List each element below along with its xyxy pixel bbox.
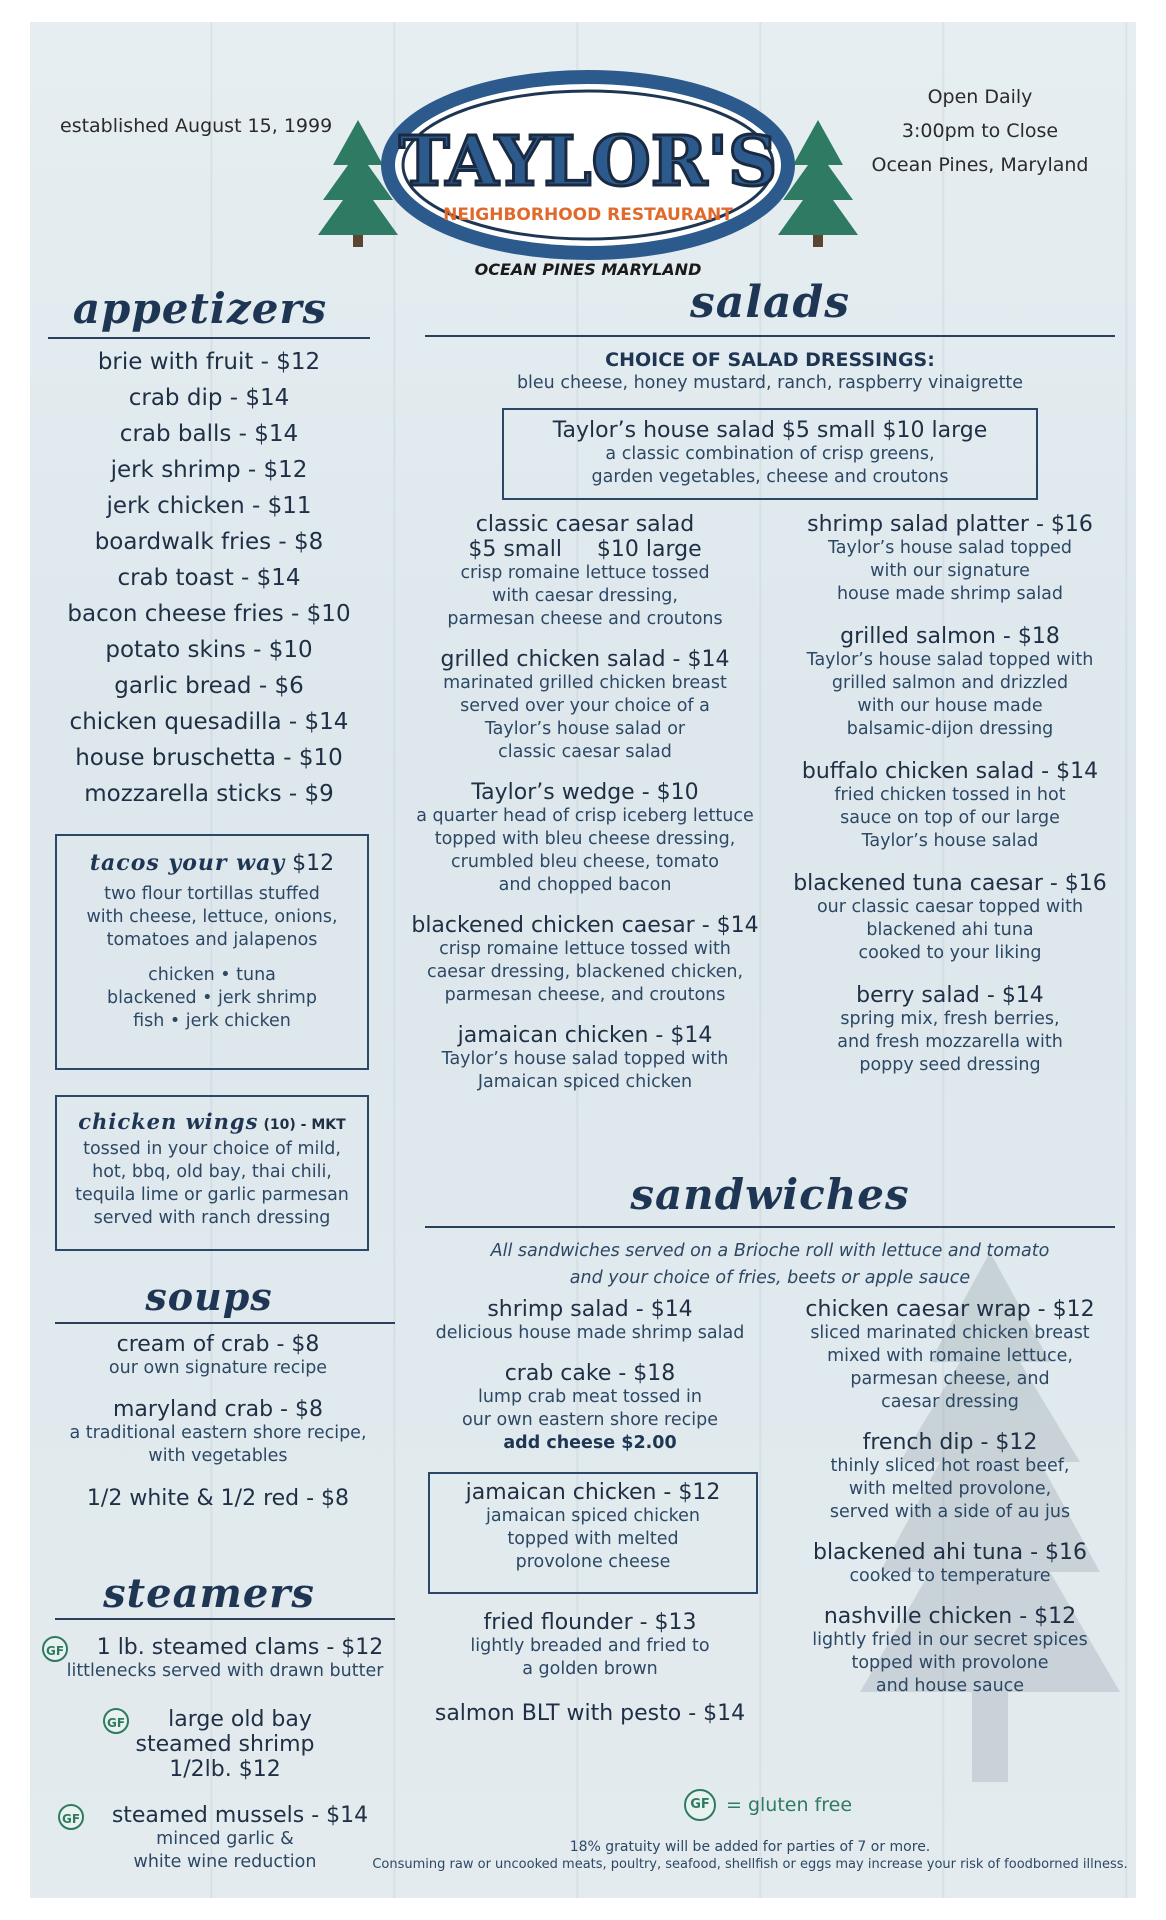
gluten-free-icon: GF — [58, 1804, 84, 1830]
desc-line: spring mix, fresh berries, — [840, 1009, 1060, 1029]
salad-title: shrimp salad platter - $16 — [807, 512, 1093, 537]
desc-line: tomatoes and jalapenos — [106, 930, 318, 950]
steamer-item — [55, 1635, 395, 1683]
steamers-heading: steamers — [103, 1570, 315, 1617]
gluten-free-icon: GF — [42, 1636, 68, 1662]
steamer-desc: littlenecks served with drawn butter — [66, 1661, 384, 1681]
desc-line: caesar dressing, blackened chicken, — [426, 962, 744, 982]
established-date: established August 15, 1999 — [60, 115, 333, 137]
desc-line: topped with bleu cheese dressing, — [434, 829, 736, 849]
desc-line: delicious house made shrimp salad — [435, 1323, 745, 1343]
desc-line: balsamic-dijon dressing — [846, 719, 1054, 739]
salads-heading: salads — [689, 277, 851, 328]
sandwiches-right-column — [780, 1297, 1120, 1698]
desc-line: topped with provolone — [851, 1653, 1049, 1673]
desc-line: lump crab meat tossed in — [477, 1387, 703, 1407]
dressings-title: CHOICE OF SALAD DRESSINGS: — [605, 349, 935, 371]
salad-title: Taylor’s wedge - $10 — [471, 780, 699, 805]
note-line: and your choice of fries, beets or apple sauce — [569, 1268, 971, 1288]
list-item: jerk shrimp - $12 — [110, 457, 308, 483]
desc-line: thinly sliced hot roast beef, — [830, 1456, 1070, 1476]
desc-line: house made shrimp salad — [836, 584, 1064, 604]
desc-line: mixed with romaine lettuce, — [827, 1346, 1073, 1366]
desc-line: two flour tortillas stuffed — [104, 884, 320, 904]
menu-page — [30, 22, 1136, 1898]
tacos-options — [57, 964, 367, 1033]
wings-title: chicken wings — [78, 1109, 259, 1134]
desc-line: our classic caesar topped with — [816, 897, 1084, 917]
wings-box — [55, 1095, 369, 1251]
salad-title: berry salad - $14 — [856, 983, 1044, 1008]
salads-right-column — [780, 512, 1120, 1077]
salad-item — [780, 512, 1120, 606]
salad-item — [780, 983, 1120, 1077]
desc-line: and house sauce — [875, 1676, 1025, 1696]
salad-item — [780, 624, 1120, 741]
logo-name: TAYLOR'S — [398, 122, 778, 202]
divider — [425, 335, 1115, 337]
sandwich-item — [420, 1361, 760, 1455]
sandwich-title: crab cake - $18 — [504, 1361, 676, 1386]
gratuity-note: 18% gratuity will be added for parties of 7 or more. — [569, 1839, 931, 1855]
soup-desc: a traditional eastern shore recipe, — [69, 1423, 367, 1443]
sandwiches-heading: sandwiches — [630, 1170, 910, 1219]
gluten-free-legend: = gluten free — [726, 1794, 853, 1816]
divider — [48, 337, 370, 339]
steamer-item — [55, 1803, 395, 1874]
sandwich-item — [780, 1604, 1120, 1698]
sandwich-title: jamaican chicken - $12 — [465, 1480, 721, 1505]
soup-desc: with vegetables — [148, 1446, 288, 1466]
hours-line: Open Daily — [927, 86, 1033, 108]
salad-title: classic caesar salad — [475, 512, 695, 537]
sandwiches-note — [425, 1238, 1115, 1292]
sandwich-title: blackened ahi tuna - $16 — [812, 1540, 1088, 1565]
desc-line: our own eastern shore recipe — [462, 1410, 718, 1430]
desc-line: provolone cheese — [515, 1552, 671, 1572]
list-item: brie with fruit - $12 — [97, 349, 321, 375]
sandwiches-left-column-lower — [420, 1610, 760, 1726]
list-item: garlic bread - $6 — [114, 673, 304, 699]
jamaican-chicken-box — [428, 1472, 758, 1594]
sandwiches-left-column — [420, 1297, 760, 1455]
sandwich-item — [780, 1297, 1120, 1414]
list-item: chicken quesadilla - $14 — [69, 709, 349, 735]
desc-line: and chopped bacon — [498, 875, 672, 895]
salad-item — [410, 780, 760, 897]
desc-line: with our house made — [857, 696, 1043, 716]
list-item: jerk chicken - $11 — [106, 493, 312, 519]
hours-block — [860, 80, 1100, 182]
salad-title: blackened tuna caesar - $16 — [793, 871, 1107, 896]
salad-title: buffalo chicken salad - $14 — [801, 759, 1099, 784]
salad-item — [410, 647, 760, 764]
salad-item — [780, 759, 1120, 853]
list-item: crab balls - $14 — [119, 421, 299, 447]
desc-line: served with ranch dressing — [93, 1208, 331, 1228]
wings-title-row — [57, 1109, 367, 1138]
divider — [55, 1322, 395, 1324]
steamer-title: large old bay — [168, 1707, 312, 1732]
option-line: fish • jerk chicken — [133, 1011, 291, 1031]
desc-line: with melted provolone, — [848, 1479, 1052, 1499]
list-item: potato skins - $10 — [105, 637, 313, 663]
tacos-box — [55, 834, 369, 1070]
salad-item — [780, 871, 1120, 965]
desc-line: Taylor’s house salad topped — [828, 538, 1072, 558]
note-line: All sandwiches served on a Brioche roll with lettuce and tomato — [490, 1241, 1050, 1261]
desc-line: with caesar dressing, — [492, 586, 678, 606]
sandwich-item — [780, 1430, 1120, 1524]
appetizers-list — [48, 344, 370, 812]
desc-line: fried chicken tossed in hot — [834, 785, 1066, 805]
salad-title: jamaican chicken - $14 — [457, 1023, 713, 1048]
desc-line: tossed in your choice of mild, — [83, 1139, 341, 1159]
desc-line: classic caesar salad — [498, 742, 672, 762]
salad-item — [410, 1023, 760, 1094]
desc-line: caesar dressing — [881, 1392, 1019, 1412]
desc-line: crisp romaine lettuce tossed with — [439, 939, 731, 959]
house-salad-box — [502, 408, 1038, 500]
sandwich-title: nashville chicken - $12 — [823, 1604, 1077, 1629]
desc-line: hot, bbq, old bay, thai chili, — [92, 1162, 332, 1182]
list-item: boardwalk fries - $8 — [94, 529, 324, 555]
desc-line: cooked to temperature — [849, 1566, 1051, 1586]
desc-line: sliced marinated chicken breast — [810, 1323, 1090, 1343]
soup-desc: our own signature recipe — [108, 1358, 328, 1378]
sandwich-title: chicken caesar wrap - $12 — [805, 1297, 1095, 1322]
sandwich-title: french dip - $12 — [862, 1430, 1038, 1455]
desc-line: served with a side of au jus — [829, 1502, 1071, 1522]
divider — [55, 1618, 395, 1620]
option-line: chicken • tuna — [148, 965, 276, 985]
health-warning: Consuming raw or uncooked meats, poultry, seafood, shellfish or eggs may increase your risk of foodborned illness. — [372, 1857, 1128, 1872]
desc-line: parmesan cheese, and — [850, 1369, 1050, 1389]
desc-line: served over your choice of a — [460, 696, 710, 716]
salad-title: grilled salmon - $18 — [840, 624, 1060, 649]
gluten-free-icon: GF — [684, 1789, 716, 1821]
soups-list — [48, 1332, 388, 1511]
desc-line: garden vegetables, cheese and croutons — [591, 467, 949, 487]
logo-location: OCEAN PINES MARYLAND — [474, 260, 702, 279]
tacos-title-row — [57, 850, 367, 877]
list-item: crab toast - $14 — [117, 565, 301, 591]
wings-extra: (10) - MKT — [263, 1117, 346, 1133]
steamer-desc: minced garlic & — [156, 1829, 294, 1849]
desc-line: cooked to your liking — [858, 943, 1042, 963]
desc-line: parmesan cheese and croutons — [447, 609, 723, 629]
desc-line: topped with melted — [507, 1529, 679, 1549]
desc-line: tequila lime or garlic parmesan — [75, 1185, 349, 1205]
desc-line: a classic combination of crisp greens, — [605, 444, 935, 464]
desc-line: Taylor’s house salad — [861, 831, 1039, 851]
tacos-description — [57, 883, 367, 952]
desc-line: lightly fried in our secret spices — [812, 1630, 1088, 1650]
salad-dressings — [425, 348, 1115, 395]
desc-line: parmesan cheese, and croutons — [444, 985, 726, 1005]
desc-line: a golden brown — [522, 1659, 658, 1679]
hours-line: 3:00pm to Close — [901, 120, 1059, 142]
divider — [425, 1226, 1115, 1228]
desc-line: marinated grilled chicken breast — [443, 673, 727, 693]
restaurant-logo — [313, 50, 863, 280]
steamer-title: 1 lb. steamed clams - $12 — [96, 1635, 384, 1660]
desc-line: crisp romaine lettuce tossed — [460, 563, 710, 583]
list-item: mozzarella sticks - $9 — [84, 781, 334, 807]
desc-line: crumbled bleu cheese, tomato — [451, 852, 719, 872]
soup-title: 1/2 white & 1/2 red - $8 — [86, 1486, 350, 1511]
desc-line: Jamaican spiced chicken — [477, 1072, 693, 1092]
add-cheese-note: add cheese $2.00 — [503, 1433, 677, 1453]
dressings-list: bleu cheese, honey mustard, ranch, raspberry vinaigrette — [516, 373, 1024, 393]
steamer-line: 1/2lb. $12 — [169, 1757, 281, 1782]
list-item: house bruschetta - $10 — [75, 745, 343, 771]
salad-item — [410, 512, 760, 631]
soup-title: maryland crab - $8 — [113, 1397, 323, 1422]
gluten-free-icon: GF — [103, 1708, 129, 1734]
footer-notes — [370, 1838, 1130, 1874]
sandwich-item — [420, 1610, 760, 1681]
desc-line: Taylor’s house salad or — [484, 719, 686, 739]
steamer-title: steamed mussels - $14 — [111, 1803, 369, 1828]
desc-line: blackened ahi tuna — [866, 920, 1034, 940]
list-item: bacon cheese fries - $10 — [67, 601, 351, 627]
desc-line: Taylor’s house salad topped with — [441, 1049, 729, 1069]
tacos-price: $12 — [292, 851, 335, 876]
desc-line: with our signature — [870, 561, 1030, 581]
salad-item — [410, 913, 760, 1007]
desc-line: lightly breaded and fried to — [470, 1636, 710, 1656]
soup-title: cream of crab - $8 — [116, 1332, 320, 1357]
salad-title: blackened chicken caesar - $14 — [411, 913, 759, 938]
sandwich-item — [420, 1297, 760, 1345]
sandwich-item — [420, 1701, 760, 1726]
salad-title: grilled chicken salad - $14 — [440, 647, 730, 672]
soups-heading: soups — [145, 1274, 273, 1319]
appetizers-heading: appetizers — [72, 284, 328, 333]
desc-line: Taylor’s house salad topped with — [806, 650, 1094, 670]
salad-title: $5 small $10 large — [468, 537, 702, 562]
desc-line: sauce on top of our large — [840, 808, 1060, 828]
steamer-line: steamed shrimp — [135, 1732, 315, 1757]
logo-subtitle: NEIGHBORHOOD RESTAURANT — [443, 205, 733, 225]
desc-line: with cheese, lettuce, onions, — [86, 907, 338, 927]
salads-left-column — [410, 512, 760, 1094]
desc-line: grilled salmon and drizzled — [831, 673, 1069, 693]
steamer-desc: white wine reduction — [133, 1852, 317, 1872]
house-salad-title: Taylor’s house salad $5 small $10 large — [552, 418, 988, 443]
list-item: crab dip - $14 — [128, 385, 290, 411]
desc-line: poppy seed dressing — [859, 1055, 1041, 1075]
sandwich-item — [780, 1540, 1120, 1588]
option-line: blackened • jerk shrimp — [107, 988, 317, 1008]
sandwich-title: salmon BLT with pesto - $14 — [434, 1701, 746, 1726]
steamer-item — [55, 1707, 395, 1782]
sandwich-title: fried flounder - $13 — [483, 1610, 697, 1635]
desc-line: and fresh mozzarella with — [837, 1032, 1063, 1052]
hours-line: Ocean Pines, Maryland — [871, 154, 1089, 176]
tacos-title: tacos your way — [89, 850, 286, 876]
sandwich-title: shrimp salad - $14 — [487, 1297, 693, 1322]
desc-line: a quarter head of crisp iceberg lettuce — [416, 806, 754, 826]
desc-line: jamaican spiced chicken — [486, 1506, 700, 1526]
